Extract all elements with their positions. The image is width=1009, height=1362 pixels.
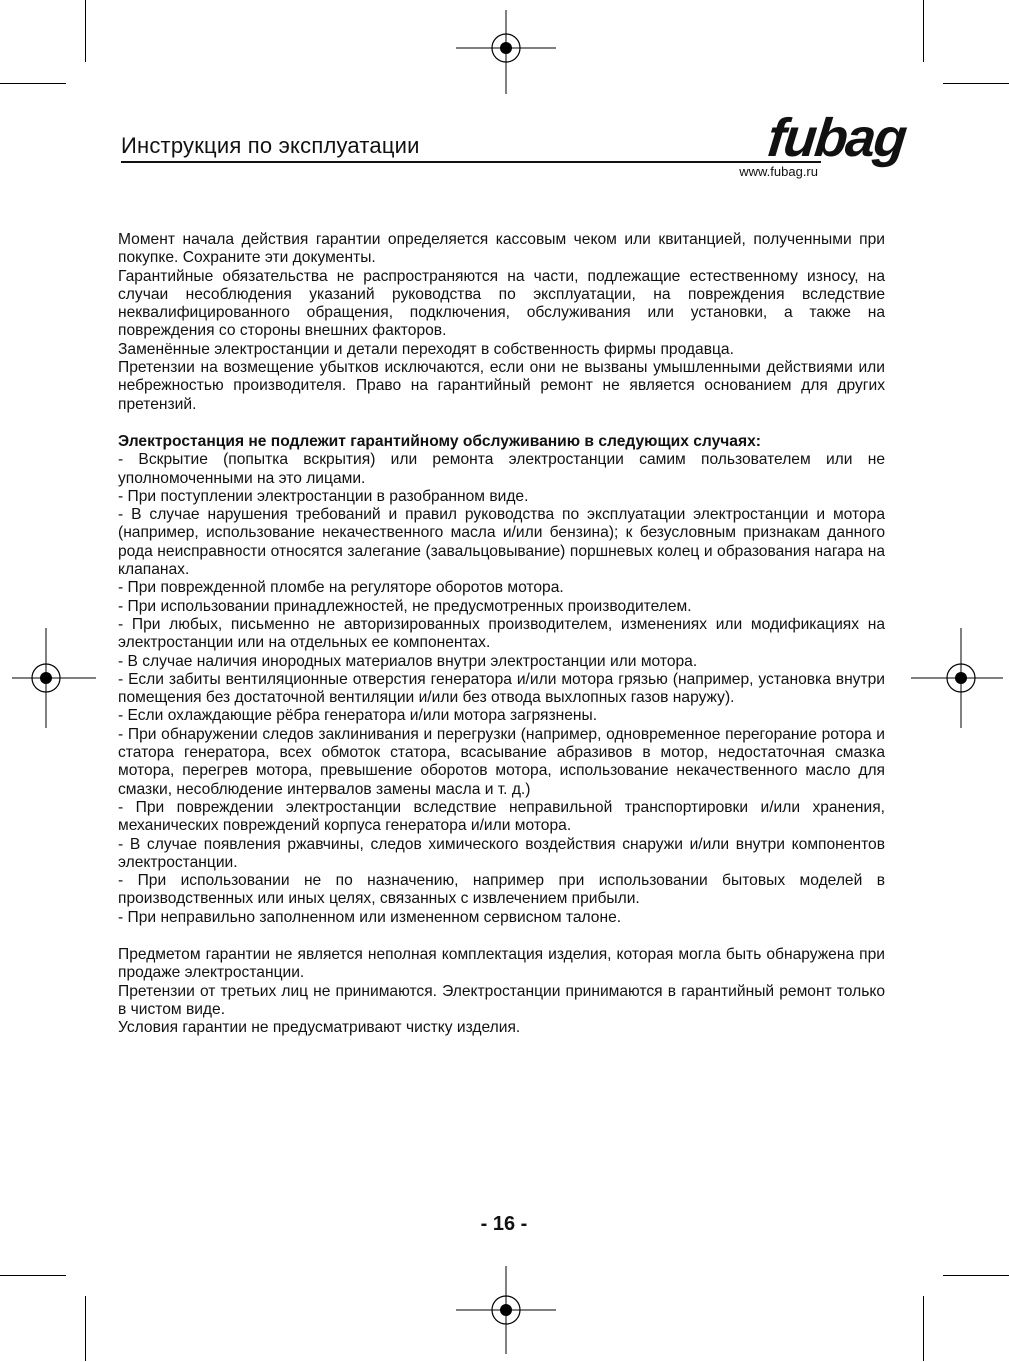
exclusion-item: - При неправильно заполненном или измененном сервисном талоне. <box>118 908 622 926</box>
brand-wordmark: fubag <box>764 108 909 168</box>
crop-mark <box>85 0 86 62</box>
crop-mark <box>0 83 66 84</box>
website-url: www.fubag.ru <box>739 164 818 179</box>
exclusion-item: - При использовании принадлежностей, не предусмотренных производителем. <box>118 597 692 615</box>
exclusion-item: - При повреждении электростанции вследствие неправильной транспортировки и/или хранения, механических повреждений корпуса генератора и/или мотора. <box>118 798 885 835</box>
registration-mark-icon <box>456 1262 556 1362</box>
page-title: Инструкция по эксплуатации <box>121 133 420 158</box>
paragraph: Гарантийные обязательства не распространяются на части, подлежащие естественному износу, на случаи несоблюдения указаний руководства по эксплуатации, на повреждения вследствие неквалифицированного обращения, подключения, обслуживания или установки, а также на повреждения со стороны внешних факторов. <box>118 267 885 340</box>
closing-paragraph: Предметом гарантии не является неполная комплектация изделия, которая могла быть обнаружена при продаже электростанции. <box>118 945 885 982</box>
exclusion-item: - Вскрытие (попытка вскрытия) или ремонта электростанции самим пользователем или не уполномоченными на это лицами. <box>118 451 885 487</box>
crop-mark <box>943 83 1009 84</box>
warranty-text <box>118 231 885 1037</box>
spacer <box>118 414 885 433</box>
registration-mark-icon <box>911 628 1009 728</box>
header-divider <box>121 161 821 163</box>
paragraph: Заменённые электростанции и детали переходят в собственность фирмы продавца. <box>118 340 734 358</box>
exclusion-item: - Если охлаждающие рёбра генератора и/или мотора загрязнены. <box>118 707 598 725</box>
exclusion-item: - При использовании не по назначению, например при использовании бытовых моделей в производственных или иных целях, связанных с извлечением прибыли. <box>118 872 885 908</box>
crop-mark <box>0 1275 66 1276</box>
crop-mark <box>85 1296 86 1361</box>
crop-mark <box>943 1275 1009 1276</box>
exclusion-item: - В случае нарушения требований и правил руководства по эксплуатации электростанции и мотора (например, использование некачественного масла и/или бензина); к безусловным признакам данного рода неисправности относятся залегание (завальцовывание) поршневых колец и образования нагара на клапанах. <box>118 506 885 579</box>
exclusion-item: - В случае наличия инородных материалов внутри электростанции или мотора. <box>118 652 698 670</box>
page-number: - 16 - <box>480 1213 528 1235</box>
exclusion-item: - При поврежденной пломбе на регуляторе оборотов мотора. <box>118 579 564 597</box>
fubag-logo <box>764 108 909 171</box>
exclusion-item: - При обнаружении следов заклинивания и перегрузки (например, одновременное перегорание ротора и статора генератора, всех обмоток статора, всасывание абразивов в мотор, недостаточная смазка мотора, перегрев мотора, превышение оборотов мотора, использование некачественного масло для смазки, несоблюдение интервалов замены масла и т. д.) <box>118 725 885 798</box>
exclusion-item: - При поступлении электростанции в разобранном виде. <box>118 487 529 505</box>
spacer <box>118 927 885 946</box>
crop-mark <box>923 0 924 62</box>
exclusion-item: - Если забиты вентиляционные отверстия генератора и/или мотора грязью (например, установка внутри помещения без достаточной вентиляции и/или без отвода выхлопных газов наружу). <box>118 670 885 707</box>
registration-mark-icon <box>0 628 96 728</box>
exclusions-heading: Электростанция не подлежит гарантийному обслуживанию в следующих случаях: <box>118 432 761 450</box>
crop-mark <box>923 1296 924 1361</box>
closing-paragraph: Условия гарантии не предусматривают чистку изделия. <box>118 1019 521 1037</box>
closing-paragraph: Претензии от третьих лиц не принимаются. Электростанции принимаются в гарантийный ремонт только в чистом виде. <box>118 982 885 1018</box>
registration-mark-icon <box>456 0 556 100</box>
paragraph: Претензии на возмещение убытков исключаются, если они не вызваны умышленными действиями или небрежностью производителя. Право на гарантийный ремонт не является основанием для других претензий. <box>118 359 885 413</box>
exclusion-item: - В случае появления ржавчины, следов химического воздействия снаружи и/или внутри компонентов электростанции. <box>118 835 885 871</box>
exclusion-item: - При любых, письменно не авторизированных производителем, изменениях или модификациях на электростанции или на отдельных ее компонентах. <box>118 615 885 652</box>
paragraph: Момент начала действия гарантии определяется кассовым чеком или квитанцией, полученными при покупке. Сохраните эти документы. <box>118 231 885 267</box>
